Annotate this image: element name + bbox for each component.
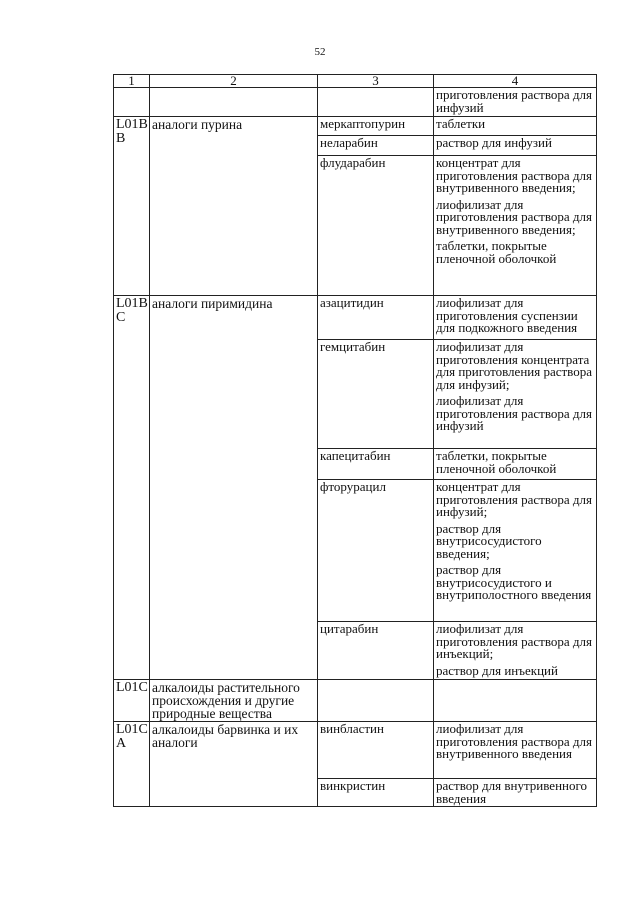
drug-name-cell: винкристин [318,779,434,807]
dosage-form: таблетки, покрытые пленочной оболочкой [436,238,557,266]
group-name-cell: аналоги пурина [150,117,318,296]
column-header-4: 4 [434,75,597,88]
dosage-form: раствор для внутрисосудистого и внутриполостного введения [436,562,592,602]
dosage-form: раствор для инъекций [436,662,558,678]
dosage-form: концентрат для приготовления раствора для внутривенного введения; [436,155,592,195]
group-name-cell: аналоги пиримидина [150,296,318,680]
dosage-form-cell [434,622,597,680]
dosage-form-cell [434,480,597,622]
atc-code-cell [114,88,150,117]
table-row [114,117,597,136]
drug-name-cell: винбластин [318,722,434,779]
dosage-form-cell [434,449,597,480]
column-header-1: 1 [114,75,150,88]
dosage-form-cell [434,779,597,807]
table-row [114,722,597,779]
dosage-form: лиофилизат для приготовления раствора для инфузий [436,393,592,433]
dosage-form-cell [434,296,597,340]
atc-code-cell: L01C [114,680,150,722]
drug-name-cell: меркаптопурин [318,117,434,136]
dosage-form: лиофилизат для приготовления раствора для внутривенного введения; [436,196,592,237]
dosage-form: таблетки [436,116,486,131]
group-name-cell: алкалоиды барвинка и их аналоги [150,722,318,807]
dosage-form-cell [434,156,597,296]
column-header-3: 3 [318,75,434,88]
header-row [114,75,597,88]
dosage-form: раствор для внутрисосудистого введения; [436,520,542,561]
group-name-cell [150,88,318,117]
dosage-form: концентрат для приготовления раствора для инфузий; [436,479,592,519]
drug-name-cell [318,88,434,117]
drug-name-cell: азацитидин [318,296,434,340]
drug-name-cell [318,680,434,722]
drug-name-cell: капецитабин [318,449,434,480]
dosage-form: раствор для внутривенного введения [436,778,587,806]
drug-name-cell: фторурацил [318,480,434,622]
group-name-cell: алкалоиды растительного происхождения и другие природные вещества [150,680,318,722]
dosage-form: таблетки, покрытые пленочной оболочкой [436,448,557,476]
dosage-form-cell [434,722,597,779]
dosage-form-cell [434,680,597,722]
continuation-row [114,88,597,117]
dosage-form: лиофилизат для приготовления раствора для внутривенного введения [436,721,592,761]
drug-name-cell: неларабин [318,136,434,156]
dosage-form-cell [434,117,597,136]
dosage-form: приготовления раствора для инфузий [436,87,592,115]
drug-name-cell: флударабин [318,156,434,296]
dosage-form-cell [434,340,597,449]
dosage-form-cell [434,88,597,117]
dosage-form: лиофилизат для приготовления концентрата для приготовления раствора для инфузий; [436,339,592,392]
dosage-form: лиофилизат для приготовления раствора для инъекций; [436,621,592,661]
dosage-form: лиофилизат для приготовления суспензии для подкожного введения [436,295,578,335]
dosage-form-cell [434,136,597,156]
table-row [114,680,597,722]
atc-code-cell: L01C A [114,722,150,807]
page-number: 52 [314,46,326,58]
atc-code-cell: L01B B [114,117,150,296]
drug-name-cell: цитарабин [318,622,434,680]
column-header-2: 2 [150,75,318,88]
dosage-form: раствор для инфузий [436,135,552,150]
drug-name-cell: гемцитабин [318,340,434,449]
atc-code-cell: L01B C [114,296,150,680]
drug-table [113,74,597,807]
table-row [114,296,597,340]
